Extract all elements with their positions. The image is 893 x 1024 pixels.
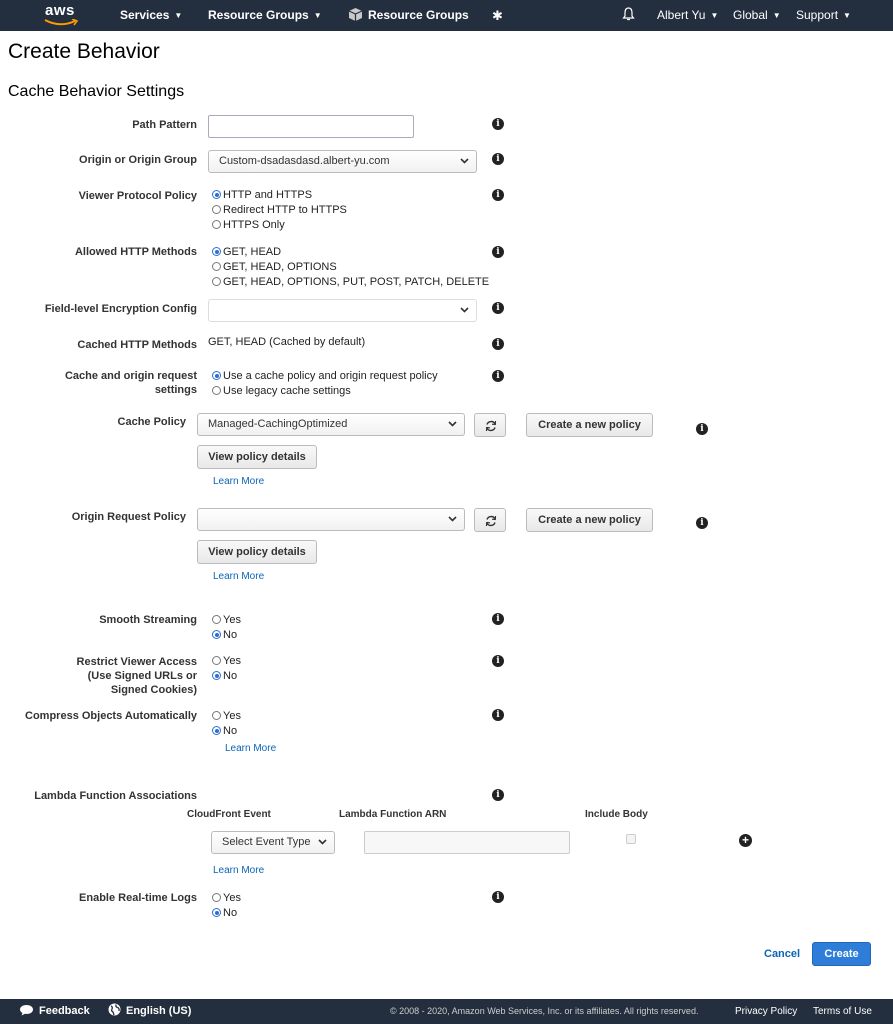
info-icon[interactable]: i [492,370,504,382]
account-menu[interactable] [657,0,718,31]
path-pattern-label: Path Pattern [132,119,197,131]
create-origin-request-policy-button[interactable]: Create a new policy [526,508,653,532]
viewer-protocol-option-https-only[interactable] [212,218,285,232]
smooth-streaming-option-yes[interactable] [212,613,241,627]
option-label: HTTP and HTTPS [223,189,313,201]
create-button[interactable]: Create [812,942,871,966]
info-icon[interactable]: i [492,789,504,801]
include-body-checkbox[interactable] [626,834,636,844]
cache-policy-label: Cache Policy [117,416,186,428]
compress-label: Compress Objects Automatically [25,710,197,722]
radio-selected-icon [212,671,221,680]
info-icon[interactable]: i [492,118,504,130]
restrict-viewer-label [77,655,197,697]
realtime-logs-option-yes[interactable] [212,891,241,905]
page-title: Create Behavior [8,40,160,63]
create-cache-policy-button[interactable]: Create a new policy [526,413,653,437]
allowed-methods-label: Allowed HTTP Methods [74,246,197,258]
radio-unselected-icon [212,262,221,271]
info-icon[interactable]: i [492,709,504,721]
resource-groups-menu[interactable] [208,0,322,31]
option-label: Yes [223,614,241,626]
footer [0,999,893,1024]
option-label: Use a cache policy and origin request policy [223,370,438,382]
radio-selected-icon [212,247,221,256]
option-label: No [223,629,238,641]
origin-request-policy-learn-more-link[interactable]: Learn More [213,571,265,582]
language-selector[interactable] [108,999,191,1024]
chevron-down-icon [460,307,469,313]
radio-selected-icon [212,630,221,639]
services-menu[interactable] [120,0,182,31]
copyright-text: © 2008 - 2020, Amazon Web Services, Inc. or its affiliates. All rights reserved. [390,1006,699,1016]
resource-groups-label: Resource Groups [208,8,309,22]
option-label: Yes [223,655,241,667]
globe-icon [108,1003,121,1016]
allowed-methods-option-get-head-options[interactable] [212,260,337,274]
speech-bubble-icon [19,1004,34,1016]
radio-unselected-icon [212,893,221,902]
label-line: Restrict Viewer Access [76,656,197,668]
event-select-value: Select Event Type [222,836,311,848]
aws-logo-text: aws [45,2,75,19]
chevron-down-icon: ▼ [772,11,781,20]
realtime-logs-label: Enable Real-time Logs [79,892,197,904]
chevron-down-icon: ▼ [313,11,322,20]
radio-unselected-icon [212,615,221,624]
label-line: settings [154,384,197,396]
origin-select[interactable] [208,150,477,173]
region-label: Global [733,8,768,22]
pin-icon[interactable]: ✱ [492,8,503,23]
viewer-protocol-option-http-https[interactable] [212,188,312,202]
resource-groups-link[interactable] [348,0,469,31]
smooth-streaming-label: Smooth Streaming [99,614,197,626]
radio-unselected-icon [212,656,221,665]
lambda-associations-label: Lambda Function Associations [34,790,197,802]
aws-logo[interactable] [42,2,82,28]
origin-label: Origin or Origin Group [79,154,197,166]
compress-option-no[interactable] [212,724,237,738]
chevron-down-icon [448,421,457,427]
radio-unselected-icon [212,386,221,395]
chevron-down-icon: ▼ [710,11,719,20]
chevron-down-icon [318,839,327,845]
cache-settings-label [65,369,197,397]
section-title: Cache Behavior Settings [8,83,185,100]
services-label: Services [120,8,170,22]
realtime-logs-option-no[interactable] [212,906,237,920]
top-navigation-bar [0,0,893,31]
lambda-col-include-body: Include Body [585,809,648,820]
cube-icon [348,7,363,22]
field-encryption-label: Field-level Encryption Config [44,303,197,315]
lambda-col-event: CloudFront Event [187,809,271,820]
option-label: GET, HEAD [223,246,282,258]
cache-settings-option-policy[interactable] [212,369,438,383]
info-icon[interactable]: i [492,613,504,625]
option-label: HTTPS Only [223,219,285,231]
chevron-down-icon: ▼ [843,11,851,20]
info-icon[interactable]: i [696,517,708,529]
info-icon[interactable]: i [492,189,504,201]
support-menu[interactable] [796,0,851,31]
option-label: GET, HEAD, OPTIONS, PUT, POST, PATCH, DELETE [223,276,490,288]
view-origin-request-policy-button[interactable]: View policy details [197,540,317,564]
option-label: Yes [223,892,241,904]
cached-methods-value: GET, HEAD (Cached by default) [208,336,366,348]
chevron-down-icon [448,516,457,522]
radio-selected-icon [212,726,221,735]
terms-of-use-link[interactable]: Terms of Use [813,1006,872,1017]
origin-request-policy-select[interactable] [197,508,465,531]
account-name: Albert Yu [657,8,706,22]
region-menu[interactable] [733,0,781,31]
option-label: Redirect HTTP to HTTPS [223,204,347,216]
info-icon[interactable]: i [492,153,504,165]
feedback-button[interactable] [19,999,90,1024]
notifications-bell-icon[interactable] [622,0,635,31]
origin-select-value: Custom-dsadasdasd.albert-yu.com [219,155,390,167]
feedback-label: Feedback [39,1005,90,1017]
smooth-streaming-option-no[interactable] [212,628,237,642]
info-icon[interactable]: i [492,655,504,667]
refresh-icon [485,420,497,432]
info-icon[interactable]: i [492,338,504,350]
option-label: No [223,907,238,919]
option-label: GET, HEAD, OPTIONS [223,261,337,273]
radio-unselected-icon [212,205,221,214]
origin-request-policy-label: Origin Request Policy [71,511,186,523]
chevron-down-icon: ▼ [174,11,183,20]
lambda-arn-input[interactable] [364,831,570,854]
refresh-origin-request-policy-button[interactable] [474,508,506,532]
radio-unselected-icon [212,711,221,720]
allowed-methods-option-get-head[interactable] [212,245,281,259]
info-icon[interactable]: i [696,423,708,435]
option-label: No [223,725,238,737]
aws-smile-icon [44,19,80,27]
option-label: Use legacy cache settings [223,385,351,397]
radio-selected-icon [212,908,221,917]
lambda-col-arn: Lambda Function ARN [339,809,447,820]
radio-unselected-icon [212,220,221,229]
lambda-learn-more-link[interactable]: Learn More [213,865,265,876]
cloudfront-event-select[interactable] [211,831,335,854]
label-line: (Use Signed URLs or [87,670,197,682]
cache-policy-select-value: Managed-CachingOptimized [208,418,348,430]
cache-settings-option-legacy[interactable] [212,384,351,398]
option-label: No [223,670,238,682]
chevron-down-icon [460,158,469,164]
field-encryption-select[interactable] [208,299,477,322]
info-icon[interactable]: i [492,246,504,258]
view-cache-policy-button[interactable]: View policy details [197,445,317,469]
path-pattern-input[interactable] [208,115,414,138]
add-lambda-association-icon[interactable]: + [739,834,752,847]
restrict-viewer-option-yes[interactable] [212,654,241,668]
refresh-cache-policy-button[interactable] [474,413,506,437]
info-icon[interactable]: i [492,302,504,314]
radio-selected-icon [212,190,221,199]
support-label: Support [796,8,839,22]
cancel-button[interactable]: Cancel [764,948,801,960]
refresh-icon [485,515,497,527]
info-icon[interactable]: i [492,891,504,903]
compress-learn-more-link[interactable]: Learn More [225,743,277,754]
radio-selected-icon [212,371,221,380]
cached-methods-label: Cached HTTP Methods [77,339,197,351]
language-label: English (US) [126,1005,192,1017]
restrict-viewer-option-no[interactable] [212,669,237,683]
resource-groups-link-label: Resource Groups [368,8,469,22]
radio-unselected-icon [212,277,221,286]
viewer-protocol-option-redirect[interactable] [212,203,347,217]
label-line: Signed Cookies) [110,684,197,696]
label-line: Cache and origin request [64,370,197,382]
cache-policy-select[interactable] [197,413,465,436]
cache-policy-learn-more-link[interactable]: Learn More [213,476,265,487]
allowed-methods-option-all[interactable] [212,275,489,289]
option-label: Yes [223,710,241,722]
viewer-protocol-label: Viewer Protocol Policy [78,190,197,202]
privacy-policy-link[interactable]: Privacy Policy [735,1006,798,1017]
compress-option-yes[interactable] [212,709,241,723]
